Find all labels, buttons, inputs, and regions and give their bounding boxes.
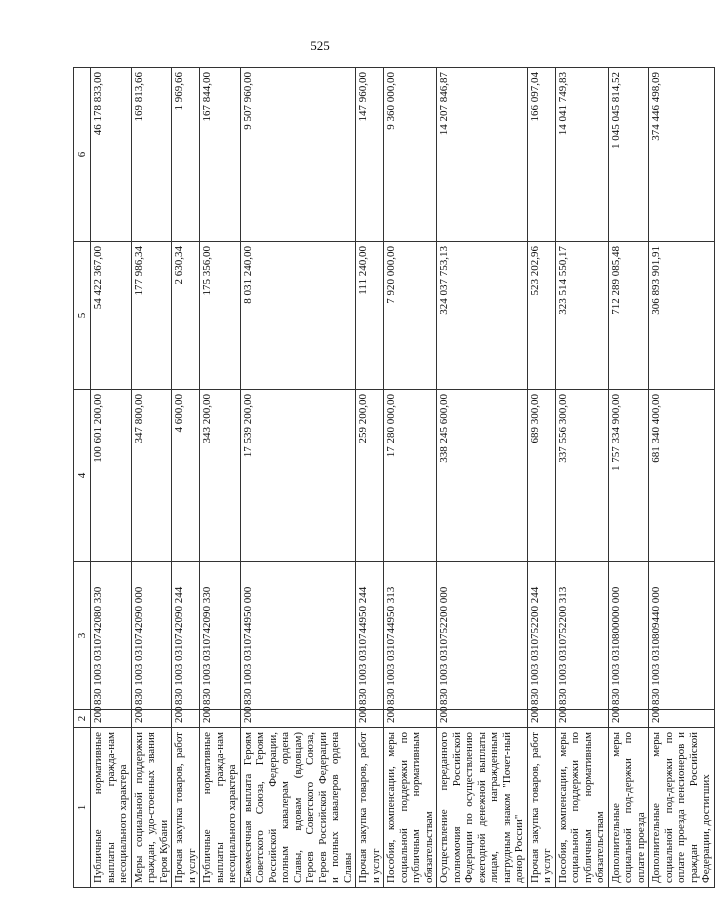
row-code: 200	[649, 710, 715, 728]
row-kbk: 830 1003 0310742090 000	[131, 562, 172, 710]
row-code: 200	[240, 710, 356, 728]
table-row	[384, 68, 437, 888]
row-value-col6: 14 041 749,83	[555, 68, 608, 242]
row-value-col6: 169 813,66	[131, 68, 172, 242]
row-value-col4: 689 300,00	[527, 390, 555, 562]
column-header: 3	[74, 562, 91, 710]
row-code: 200	[384, 710, 437, 728]
column-header: 4	[74, 390, 91, 562]
row-value-col5: 177 986,34	[131, 242, 172, 390]
column-header: 6	[74, 68, 91, 242]
row-code: 200	[437, 710, 528, 728]
budget-table	[73, 67, 715, 888]
row-name: Публичные нормативные выплаты гражда-нам несоциального характера	[200, 728, 241, 888]
row-code: 200	[172, 710, 200, 728]
row-name: Дополнительные меры социальной под-держки по оплате проезда пенсионеров и граждан Российской Федерации, достигших	[649, 728, 715, 888]
column-header: 5	[74, 242, 91, 390]
row-kbk: 830 1003 0310744950 000	[240, 562, 356, 710]
row-kbk: 830 1003 0310744950 313	[384, 562, 437, 710]
row-value-col5: 523 202,96	[527, 242, 555, 390]
row-value-col4: 1 757 334 900,00	[608, 390, 649, 562]
row-name: Ежемесячная выплата Героям Советского Союза, Героям Российской Федерации, полным кавалерам ордена Славы, вдовам (вдовцам) Героев Советского Союза, Героев Российской Федерации и полных кавалеров ордена Славы	[240, 728, 356, 888]
table-row	[356, 68, 384, 888]
row-code: 200	[200, 710, 241, 728]
row-value-col4: 338 245 600,00	[437, 390, 528, 562]
row-value-col4: 100 601 200,00	[91, 390, 132, 562]
row-value-col4: 17 539 200,00	[240, 390, 356, 562]
row-value-col6: 9 360 000,00	[384, 68, 437, 242]
rotated-table-container	[73, 68, 712, 888]
row-name: Прочая закупка товаров, работ и услуг	[172, 728, 200, 888]
row-value-col4: 4 600,00	[172, 390, 200, 562]
row-value-col5: 306 893 901,91	[649, 242, 715, 390]
row-value-col6: 167 844,00	[200, 68, 241, 242]
table-row	[555, 68, 608, 888]
row-value-col4: 259 200,00	[356, 390, 384, 562]
row-value-col6: 9 507 960,00	[240, 68, 356, 242]
row-value-col6: 14 207 846,87	[437, 68, 528, 242]
row-name: Прочая закупка товаров, работ и услуг	[527, 728, 555, 888]
table-row	[91, 68, 132, 888]
table-row	[437, 68, 528, 888]
row-value-col5: 7 920 000,00	[384, 242, 437, 390]
row-kbk: 830 1003 0310809440 000	[649, 562, 715, 710]
row-value-col5: 175 356,00	[200, 242, 241, 390]
row-value-col4: 17 280 000,00	[384, 390, 437, 562]
row-code: 200	[356, 710, 384, 728]
table-row	[240, 68, 356, 888]
table-row	[172, 68, 200, 888]
row-name: Дополнительные меры социальной под-держки по оплате проезда	[608, 728, 649, 888]
row-code: 200	[527, 710, 555, 728]
table-row	[527, 68, 555, 888]
page-number: 525	[310, 38, 330, 53]
row-kbk: 830 1003 0310752200 313	[555, 562, 608, 710]
row-kbk: 830 1003 0310742080 330	[91, 562, 132, 710]
row-name: Пособия, компенсации, меры социальной поддержки по публичным нормативным обязательствам	[555, 728, 608, 888]
row-kbk: 830 1003 0310800000 000	[608, 562, 649, 710]
row-value-col6: 1 969,66	[172, 68, 200, 242]
row-kbk: 830 1003 0310752200 244	[527, 562, 555, 710]
row-value-col5: 323 514 550,17	[555, 242, 608, 390]
row-value-col5: 2 630,34	[172, 242, 200, 390]
table-row	[131, 68, 172, 888]
row-value-col5: 8 031 240,00	[240, 242, 356, 390]
row-value-col6: 374 446 498,09	[649, 68, 715, 242]
row-name: Пособия, компенсации, меры социальной поддержки по публичным нормативным обязательствам	[384, 728, 437, 888]
row-value-col4: 343 200,00	[200, 390, 241, 562]
row-kbk: 830 1003 0310752200 000	[437, 562, 528, 710]
row-name: Публичные нормативные выплаты граждa-нам несоциального характера	[91, 728, 132, 888]
row-name: Прочая закупка товаров, работ и услуг	[356, 728, 384, 888]
row-code: 200	[555, 710, 608, 728]
column-header: 1	[74, 728, 91, 888]
table-row	[608, 68, 649, 888]
row-code: 200	[608, 710, 649, 728]
row-value-col6: 166 097,04	[527, 68, 555, 242]
table-row	[649, 68, 715, 888]
row-value-col5: 54 422 367,00	[91, 242, 132, 390]
column-header: 2	[74, 710, 91, 728]
row-code: 200	[91, 710, 132, 728]
header-row	[74, 68, 91, 888]
row-value-col5: 111 240,00	[356, 242, 384, 390]
row-code: 200	[131, 710, 172, 728]
row-value-col6: 147 960,00	[356, 68, 384, 242]
row-value-col5: 712 289 085,48	[608, 242, 649, 390]
row-value-col5: 324 037 753,13	[437, 242, 528, 390]
row-name: Осуществление переданного полномочия Российской Федерации по осуществлению ежегодной денежной выплаты лицам, награжденным нагрудным знаком "Почет-ный донор России"	[437, 728, 528, 888]
row-value-col4: 337 556 300,00	[555, 390, 608, 562]
row-name: Меры социальной поддержки граждан, удо-стоенных звания Героя Кубани	[131, 728, 172, 888]
table-row	[200, 68, 241, 888]
row-value-col4: 681 340 400,00	[649, 390, 715, 562]
row-kbk: 830 1003 0310742090 330	[200, 562, 241, 710]
row-value-col4: 347 800,00	[131, 390, 172, 562]
row-value-col6: 46 178 833,00	[91, 68, 132, 242]
table-body	[91, 68, 715, 888]
row-value-col6: 1 045 045 814,52	[608, 68, 649, 242]
row-kbk: 830 1003 0310744950 244	[356, 562, 384, 710]
row-kbk: 830 1003 0310742090 244	[172, 562, 200, 710]
